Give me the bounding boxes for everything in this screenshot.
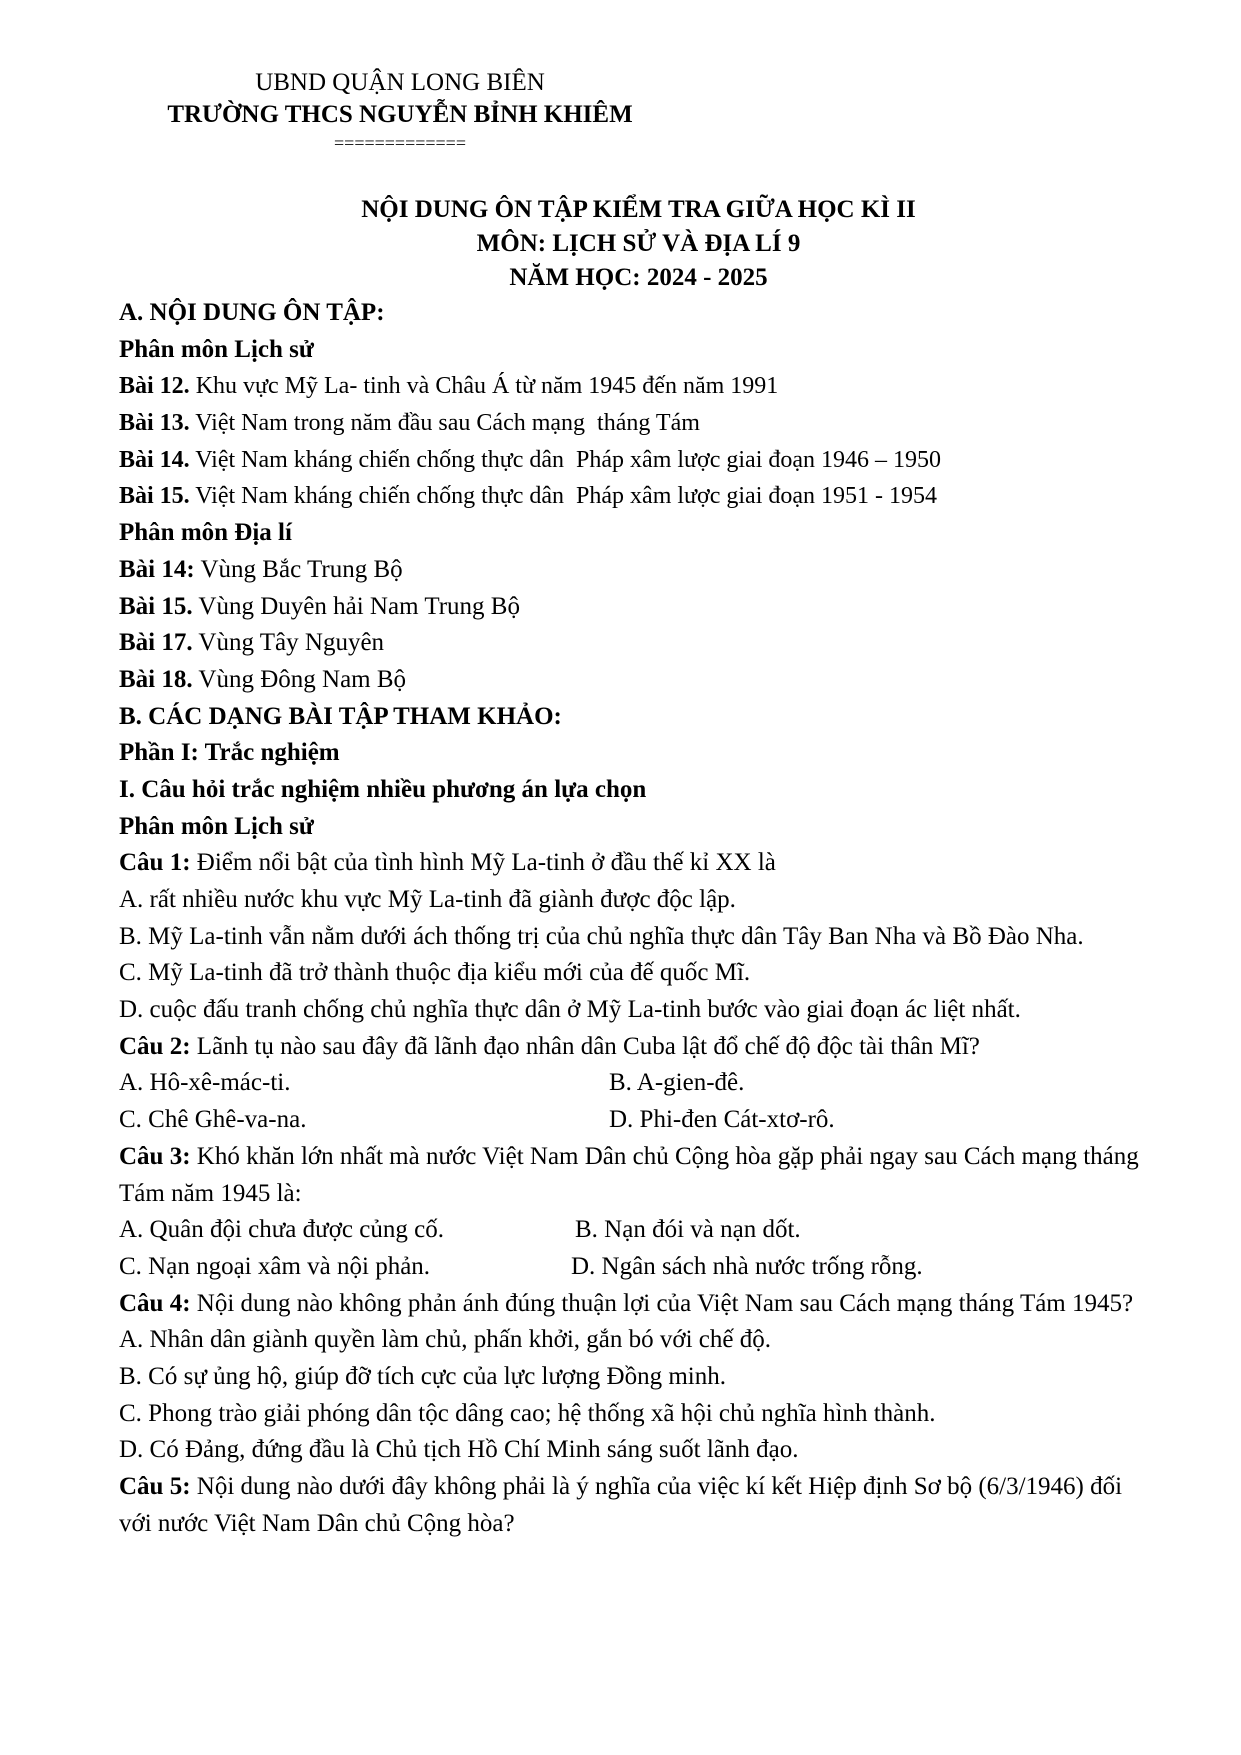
question-label: Câu 2: (119, 1032, 191, 1060)
question-text: Nội dung nào không phản ánh đúng thuận lợi của Việt Nam sau Cách mạng tháng Tám 1945? (190, 1289, 1134, 1317)
lesson-item (119, 589, 1156, 626)
lesson-label: Bài 13. (119, 410, 190, 437)
lesson-label: Bài 14: (119, 555, 195, 583)
question-2 (119, 1029, 1156, 1066)
question-text: Nội dung nào dưới đây không phải là ý nghĩa của việc kí kết Hiệp định Sơ bộ (6/3/1946) đối với nước Việt Nam Dân chủ Cộng hòa? (119, 1473, 1123, 1537)
document-body (119, 295, 1156, 1542)
answer-option: A. Nhân dân giành quyền làm chủ, phấn khởi, gắn bó với chế độ. (119, 1326, 771, 1354)
history-heading: Phân môn Lịch sử (119, 335, 314, 363)
geography-heading: Phân môn Địa lí (119, 519, 292, 547)
lesson-item (119, 478, 1156, 515)
answer-option: D. Phi-đen Cát-xtơ-rô. (609, 1106, 835, 1134)
lesson-text: Vùng Đông Nam Bộ (192, 665, 407, 693)
lesson-text: Việt Nam kháng chiến chống thực dân Pháp xâm lược giai đoạn 1951 - 1954 (189, 483, 938, 510)
lesson-label: Bài 15. (119, 592, 193, 620)
question-label: Câu 4: (119, 1289, 191, 1317)
question-text: Điểm nổi bật của tình hình Mỹ La-tinh ở đầu thế kỉ XX là (190, 849, 776, 877)
answer-option: D. cuộc đấu tranh chống chủ nghĩa thực dân ở Mỹ La-tinh bước vào giai đoạn ác liệt nhất. (119, 996, 1021, 1024)
answer-row (119, 1065, 1156, 1102)
question-3 (119, 1139, 1156, 1212)
school-header (130, 68, 670, 152)
question-label: Câu 3: (119, 1142, 191, 1170)
lesson-item (119, 625, 1156, 662)
part-1-heading: Phần I: Trắc nghiệm (119, 739, 340, 767)
title-line-1: NỘI DUNG ÔN TẬP KIỂM TRA GIỮA HỌC KÌ II (361, 196, 916, 223)
lesson-item (119, 405, 1156, 442)
answer-option: C. Nạn ngoại xâm và nội phản. (119, 1252, 431, 1280)
answer-option: D. Có Đảng, đứng đầu là Chủ tịch Hồ Chí Minh sáng suốt lãnh đạo. (119, 1436, 799, 1464)
header-rule: ============= (334, 133, 466, 153)
lesson-text: Vùng Duyên hải Nam Trung Bộ (192, 592, 520, 620)
answer-option: B. Mỹ La-tinh vẫn nằm dưới ách thống trị của chủ nghĩa thực dân Tây Ban Nha và Bồ Đào Nha. (119, 922, 1084, 950)
answer-option: A. Hô-xê-mác-ti. (119, 1069, 291, 1097)
school-name: TRƯỜNG THCS NGUYỄN BỈNH KHIÊM (167, 101, 633, 128)
title-line-2: MÔN: LỊCH SỬ VÀ ĐỊA LÍ 9 (476, 230, 801, 257)
answer-option: C. Chê Ghê-va-na. (119, 1106, 307, 1134)
section-a-heading: A. NỘI DUNG ÔN TẬP: (119, 299, 385, 326)
question-group-heading: I. Câu hỏi trắc nghiệm nhiều phương án lựa chọn (119, 775, 647, 803)
answer-row (119, 1212, 1156, 1249)
question-5 (119, 1469, 1156, 1542)
answer-option: A. Quân đội chưa được củng cố. (119, 1216, 444, 1244)
lesson-label: Bài 18. (119, 665, 193, 693)
lesson-text: Vùng Tây Nguyên (192, 629, 385, 657)
answer-option: B. Có sự ủng hộ, giúp đỡ tích cực của lực lượng Đồng minh. (119, 1363, 726, 1391)
lesson-item (119, 442, 1156, 479)
title-line-3: NĂM HỌC: 2024 - 2025 (509, 264, 768, 291)
lesson-text: Việt Nam kháng chiến chống thực dân Pháp xâm lược giai đoạn 1946 – 1950 (189, 446, 942, 473)
answer-option: C. Phong trào giải phóng dân tộc dâng cao; hệ thống xã hội chủ nghĩa hình thành. (119, 1399, 936, 1427)
question-text: Lãnh tụ nào sau đây đã lãnh đạo nhân dân Cuba lật đổ chế độ độc tài thân Mĩ? (190, 1032, 980, 1060)
question-label: Câu 5: (119, 1473, 191, 1501)
answer-option: C. Mỹ La-tinh đã trở thành thuộc địa kiểu mới của đế quốc Mĩ. (119, 959, 751, 987)
answer-row (119, 1102, 1156, 1139)
answer-option: D. Ngân sách nhà nước trống rỗng. (571, 1252, 923, 1280)
lesson-text: Việt Nam trong năm đầu sau Cách mạng tháng Tám (189, 410, 700, 437)
lesson-item (119, 552, 1156, 589)
lesson-text: Khu vực Mỹ La- tinh và Châu Á từ năm 1945 đến năm 1991 (189, 373, 779, 400)
question-text: Khó khăn lớn nhất mà nước Việt Nam Dân chủ Cộng hòa gặp phải ngay sau Cách mạng tháng Tám năm 1945 là: (119, 1142, 1139, 1207)
answer-option: B. Nạn đói và nạn dốt. (575, 1216, 801, 1244)
district-name: UBND QUẬN LONG BIÊN (255, 69, 545, 96)
answer-option: A. rất nhiều nước khu vực Mỹ La-tinh đã giành được độc lập. (119, 886, 736, 913)
lesson-label: Bài 15. (119, 483, 190, 510)
lesson-item (119, 662, 1156, 699)
question-1 (119, 845, 1156, 882)
lesson-label: Bài 17. (119, 629, 193, 657)
lesson-label: Bài 12. (119, 373, 190, 400)
subject-heading: Phân môn Lịch sử (119, 812, 314, 840)
section-b-heading: B. CÁC DẠNG BÀI TẬP THAM KHẢO: (119, 702, 562, 730)
lesson-item (119, 368, 1156, 405)
answer-option: B. A-gien-đê. (609, 1069, 745, 1097)
lesson-text: Vùng Bắc Trung Bộ (194, 555, 403, 583)
question-4 (119, 1286, 1156, 1323)
answer-row (119, 1249, 1156, 1286)
document-title (0, 193, 1241, 295)
question-label: Câu 1: (119, 849, 191, 877)
lesson-label: Bài 14. (119, 446, 190, 473)
